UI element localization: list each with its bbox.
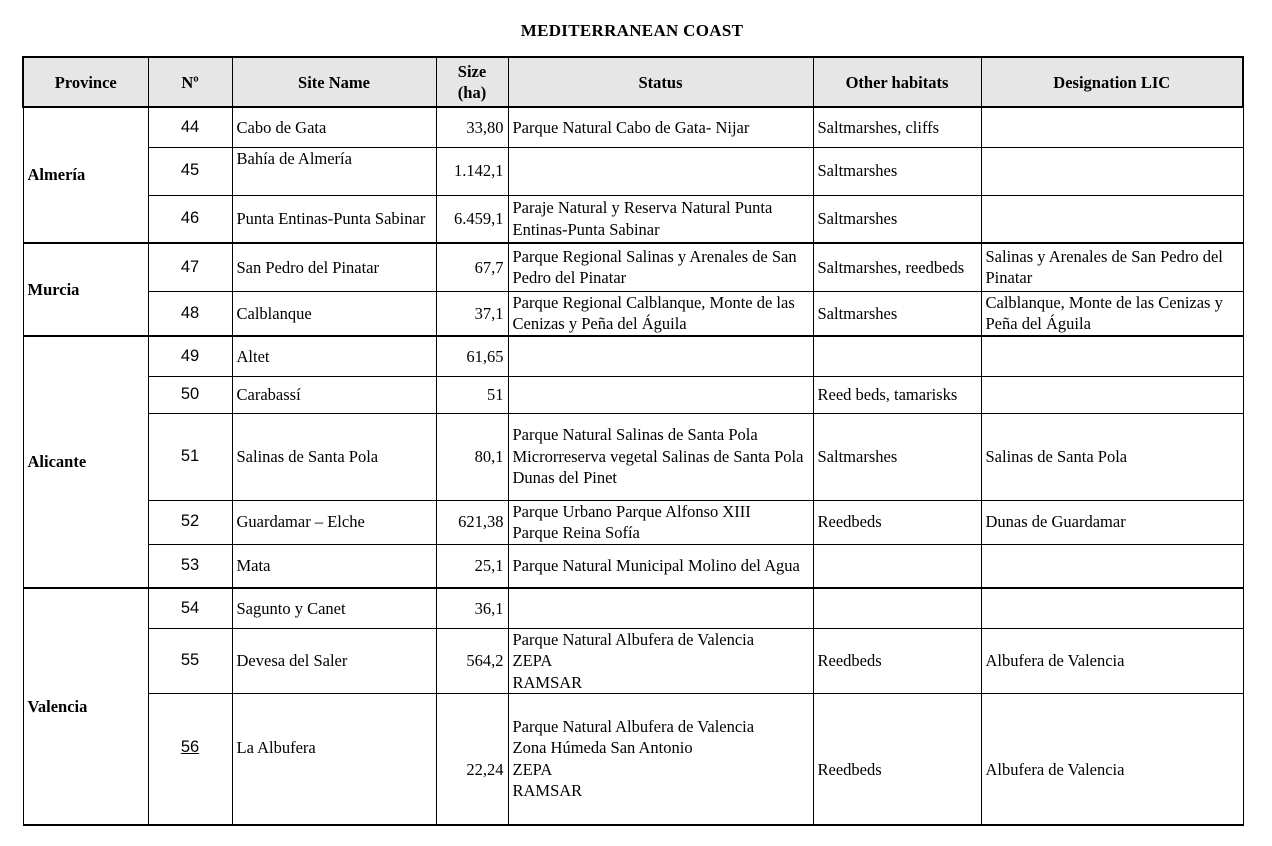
site-habitats: Saltmarshes, reedbeds [813,243,981,291]
site-name: Mata [232,544,436,588]
site-number: 45 [148,147,232,195]
site-status [508,336,813,376]
province-cell: Almería [23,107,148,243]
site-habitats [813,588,981,628]
site-name: Punta Entinas-Punta Sabinar [232,195,436,243]
site-habitats: Reedbeds [813,694,981,825]
header-row [23,57,1243,107]
site-name: San Pedro del Pinatar [232,243,436,291]
site-size: 1.142,1 [436,147,508,195]
site-name: La Albufera [232,694,436,825]
site-number: 46 [148,195,232,243]
header-site-name: Site Name [232,57,436,107]
site-size: 564,2 [436,628,508,694]
site-designation: Dunas de Guardamar [981,500,1243,544]
site-habitats: Reedbeds [813,628,981,694]
site-status: Parque Urbano Parque Alfonso XIII Parque Reina Sofía [508,500,813,544]
site-name: Salinas de Santa Pola [232,413,436,500]
site-habitats: Reedbeds [813,500,981,544]
site-habitats: Saltmarshes [813,413,981,500]
page-title: MEDITERRANEAN COAST [520,21,744,40]
site-designation: Salinas y Arenales de San Pedro del Pinatar [981,243,1243,291]
site-name: Altet [232,336,436,376]
table-row [23,500,1243,544]
site-designation: Albufera de Valencia [981,694,1243,825]
table-row [23,147,1243,195]
table-row [23,544,1243,588]
site-designation [981,107,1243,147]
site-designation: Calblanque, Monte de las Cenizas y Peña del Águila [981,291,1243,336]
site-number [148,694,232,825]
site-size: 6.459,1 [436,195,508,243]
site-number: 55 [148,628,232,694]
site-status: Parque Natural Albufera de Valencia Zona Húmeda San Antonio ZEPA RAMSAR [508,694,813,825]
table-row [23,195,1243,243]
site-habitats [813,544,981,588]
table-row [23,291,1243,336]
site-status: Parque Natural Salinas de Santa Pola Microrreserva vegetal Salinas de Santa Pola Dunas del Pinet [508,413,813,500]
site-number: 44 [148,107,232,147]
site-status: Paraje Natural y Reserva Natural Punta Entinas-Punta Sabinar [508,195,813,243]
site-name: Carabassí [232,376,436,413]
site-designation [981,195,1243,243]
site-habitats: Reed beds, tamarisks [813,376,981,413]
site-status [508,376,813,413]
table-row [23,376,1243,413]
site-status: Parque Natural Albufera de Valencia ZEPA RAMSAR [508,628,813,694]
site-name: Cabo de Gata [232,107,436,147]
site-designation [981,376,1243,413]
site-number-text: 56 [180,738,200,756]
site-size: 67,7 [436,243,508,291]
header-size: Size (ha) [436,57,508,107]
site-status: Parque Regional Salinas y Arenales de San Pedro del Pinatar [508,243,813,291]
site-size: 36,1 [436,588,508,628]
site-name: Guardamar – Elche [232,500,436,544]
site-designation [981,336,1243,376]
site-habitats: Saltmarshes [813,195,981,243]
site-habitats: Saltmarshes, cliffs [813,107,981,147]
site-size: 80,1 [436,413,508,500]
site-size: 61,65 [436,336,508,376]
site-designation [981,588,1243,628]
site-designation [981,544,1243,588]
site-status: Parque Regional Calblanque, Monte de las Cenizas y Peña del Águila [508,291,813,336]
header-status: Status [508,57,813,107]
site-number: 51 [148,413,232,500]
site-status [508,588,813,628]
site-number: 48 [148,291,232,336]
site-status [508,147,813,195]
site-designation [981,147,1243,195]
site-size: 37,1 [436,291,508,336]
sites-table [22,56,1244,826]
table-row [23,107,1243,147]
table-row [23,694,1243,825]
header-province: Province [23,57,148,107]
site-number: 47 [148,243,232,291]
site-size: 51 [436,376,508,413]
province-cell: Valencia [23,588,148,825]
site-number: 52 [148,500,232,544]
table-row [23,243,1243,291]
site-habitats: Saltmarshes [813,291,981,336]
site-size: 25,1 [436,544,508,588]
site-habitats: Saltmarshes [813,147,981,195]
header-designation: Designation LIC [981,57,1243,107]
province-cell: Murcia [23,243,148,336]
site-number: 50 [148,376,232,413]
site-size: 621,38 [436,500,508,544]
site-size: 22,24 [436,694,508,825]
site-number: 53 [148,544,232,588]
header-other-habitats: Other habitats [813,57,981,107]
table-row [23,336,1243,376]
site-size: 33,80 [436,107,508,147]
header-number: Nº [148,57,232,107]
site-name: Sagunto y Canet [232,588,436,628]
province-cell: Alicante [23,336,148,588]
site-status: Parque Natural Cabo de Gata- Nijar [508,107,813,147]
site-status: Parque Natural Municipal Molino del Agua [508,544,813,588]
site-designation: Salinas de Santa Pola [981,413,1243,500]
table-row [23,413,1243,500]
table-row [23,628,1243,694]
site-number: 49 [148,336,232,376]
site-habitats [813,336,981,376]
site-name: Bahía de Almería [232,147,436,195]
table-row [23,588,1243,628]
site-name: Devesa del Saler [232,628,436,694]
site-number: 54 [148,588,232,628]
site-designation: Albufera de Valencia [981,628,1243,694]
site-name: Calblanque [232,291,436,336]
